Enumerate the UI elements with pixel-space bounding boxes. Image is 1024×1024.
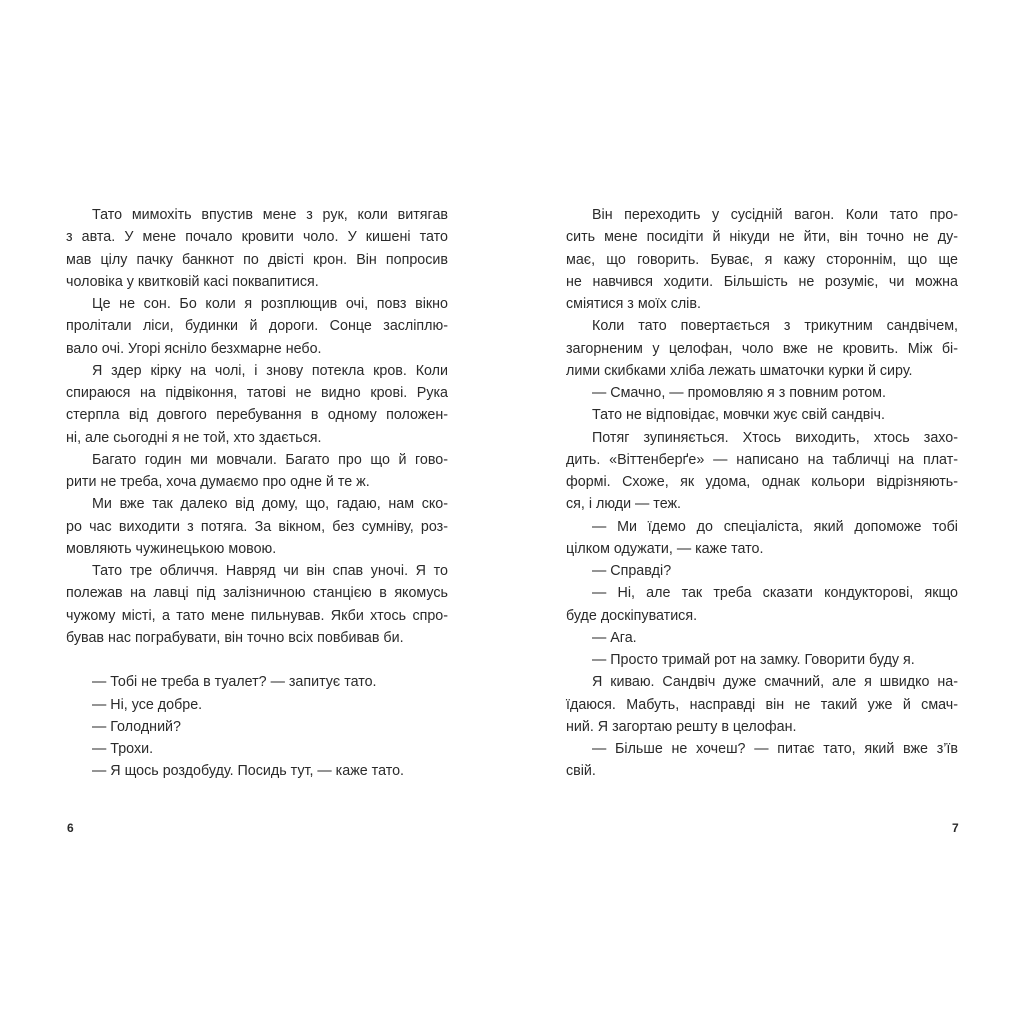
paragraph	[66, 293, 448, 360]
text-line: Коли тато повертається з трикутним сандвічем,	[592, 318, 958, 335]
text-line: — Голодний?	[92, 718, 181, 735]
text-line: дить. «Віттенберґе» — написано на табличці на плат-	[566, 451, 958, 468]
paragraph	[566, 649, 958, 671]
text-line: буде доскіпуватися.	[566, 607, 698, 624]
text-line: — Я щось роздобуду. Посидь тут, — каже тато.	[92, 763, 405, 780]
left-page-text	[66, 204, 448, 783]
paragraph	[566, 516, 958, 561]
text-line: ні, але сьогодні я не той, хто здається.	[66, 429, 322, 446]
text-line: рити не треба, хоча думаємо про одне й те ж.	[66, 474, 370, 490]
text-line: з авта. У мене почало кровити чоло. У кишені тато	[66, 229, 448, 246]
text-line: — Більше не хочеш? — питає тато, який вже з’їв	[592, 741, 958, 757]
text-line: пролітали ліси, будинки й дороги. Сонце засліплю-	[66, 318, 448, 335]
paragraph	[566, 627, 958, 649]
text-line: мовляють чужинецькою мовою.	[66, 540, 277, 557]
text-line: сміятися з моїх слів.	[566, 296, 701, 312]
paragraph	[66, 694, 448, 716]
text-line: — Ми їдемо до спеціаліста, який допоможе тобі	[592, 518, 958, 535]
text-line: Я киваю. Сандвіч дуже смачний, але я швидко на-	[592, 674, 958, 691]
text-line: — Ні, усе добре.	[92, 696, 203, 713]
text-line: загорненим у целофан, чоло вже не кровить. Між бі-	[566, 340, 958, 357]
text-line: — Просто тримай рот на замку. Говорити буду я.	[592, 652, 915, 668]
paragraph	[66, 560, 448, 649]
text-line: спираюся на підвіконня, татові не видно крові. Рука	[66, 385, 448, 401]
paragraph	[66, 760, 448, 782]
text-line: формі. Схоже, як удома, однак кольори відрізняють-	[566, 474, 958, 490]
text-line: Потяг зупиняється. Хтось виходить, хтось захо-	[592, 429, 958, 446]
paragraph	[66, 204, 448, 293]
text-line: має, що говорить. Буває, я кажу стороннім, що ще	[566, 251, 958, 268]
text-line: чоловіка у квитковій касі поквапитися.	[66, 273, 319, 290]
paragraph	[66, 360, 448, 449]
text-line: не навчився ходити. Більшість не розуміє, чи можна	[566, 273, 958, 290]
paragraph	[566, 204, 958, 315]
text-line: — Тобі не треба в туалет? — запитує тато.	[92, 674, 377, 691]
paragraph	[66, 716, 448, 738]
text-line: Він переходить у сусідній вагон. Коли тато про-	[592, 207, 958, 223]
paragraph	[566, 671, 958, 738]
paragraph	[566, 382, 958, 404]
text-line: Тато тре обличчя. Навряд чи він спав уночі. Я то	[92, 563, 448, 579]
text-line: Це не сон. Бо коли я розплющив очі, повз вікно	[92, 296, 448, 312]
paragraph	[66, 671, 448, 693]
paragraph	[66, 493, 448, 560]
text-line: полежав на лавці під залізничною станцією в якомусь	[66, 585, 448, 602]
blank-line	[66, 649, 448, 671]
text-line: лими скибками хліба лежать шматочки курки й сиру.	[566, 362, 913, 379]
text-line: свій.	[566, 763, 596, 780]
text-line: бував нас пограбувати, він точно всіх повбивав би.	[66, 629, 404, 646]
text-line: стерпла від довгого перебування в одному положен-	[66, 407, 448, 424]
paragraph	[566, 582, 958, 627]
paragraph	[566, 560, 958, 582]
page-number-right: 7	[952, 821, 959, 835]
paragraph	[566, 427, 958, 516]
text-line: — Смачно, — промовляю я з повним ротом.	[592, 385, 886, 401]
text-line: вало очі. Угорі ясніло безхмарне небо.	[66, 340, 322, 357]
text-line: Багато годин ми мовчали. Багато про що й гово-	[92, 451, 448, 468]
paragraph	[566, 404, 958, 426]
paragraph	[66, 738, 448, 760]
page-number-left: 6	[67, 821, 74, 835]
paragraph	[566, 315, 958, 382]
text-line: ся, і люди — теж.	[566, 496, 682, 513]
text-line: ний. Я загортаю решту в целофан.	[566, 718, 797, 735]
right-page-text	[566, 204, 958, 783]
text-line: Я здер кірку на чолі, і знову потекла кров. Коли	[92, 362, 448, 379]
paragraph	[66, 449, 448, 494]
text-line: — Ага.	[592, 629, 637, 646]
text-line: цілком одужати, — каже тато.	[566, 540, 764, 557]
text-line: мав цілу пачку банкнот по двісті крон. Він попросив	[66, 251, 448, 268]
text-line: чужому місті, а тато мене пильнував. Якби хтось спро-	[66, 607, 448, 624]
text-line: — Справді?	[592, 563, 672, 579]
text-line: їдаюся. Мабуть, насправді він не такий уже й смач-	[566, 696, 958, 713]
text-line: Ми вже так далеко від дому, що, гадаю, нам ско-	[92, 496, 448, 513]
text-line: — Ні, але так треба сказати кондукторові, якщо	[592, 585, 958, 602]
text-line: — Трохи.	[92, 741, 154, 757]
text-line: Тато не відповідає, мовчки жує свій сандвіч.	[592, 407, 885, 424]
paragraph	[566, 738, 958, 783]
text-line: Тато мимохіть впустив мене з рук, коли витягав	[92, 207, 448, 223]
text-line: сить мене посидіти й нікуди не йти, він точно не ду-	[566, 229, 958, 246]
text-line: ро час виходити з потяга. За вікном, без сумніву, роз-	[66, 518, 448, 535]
